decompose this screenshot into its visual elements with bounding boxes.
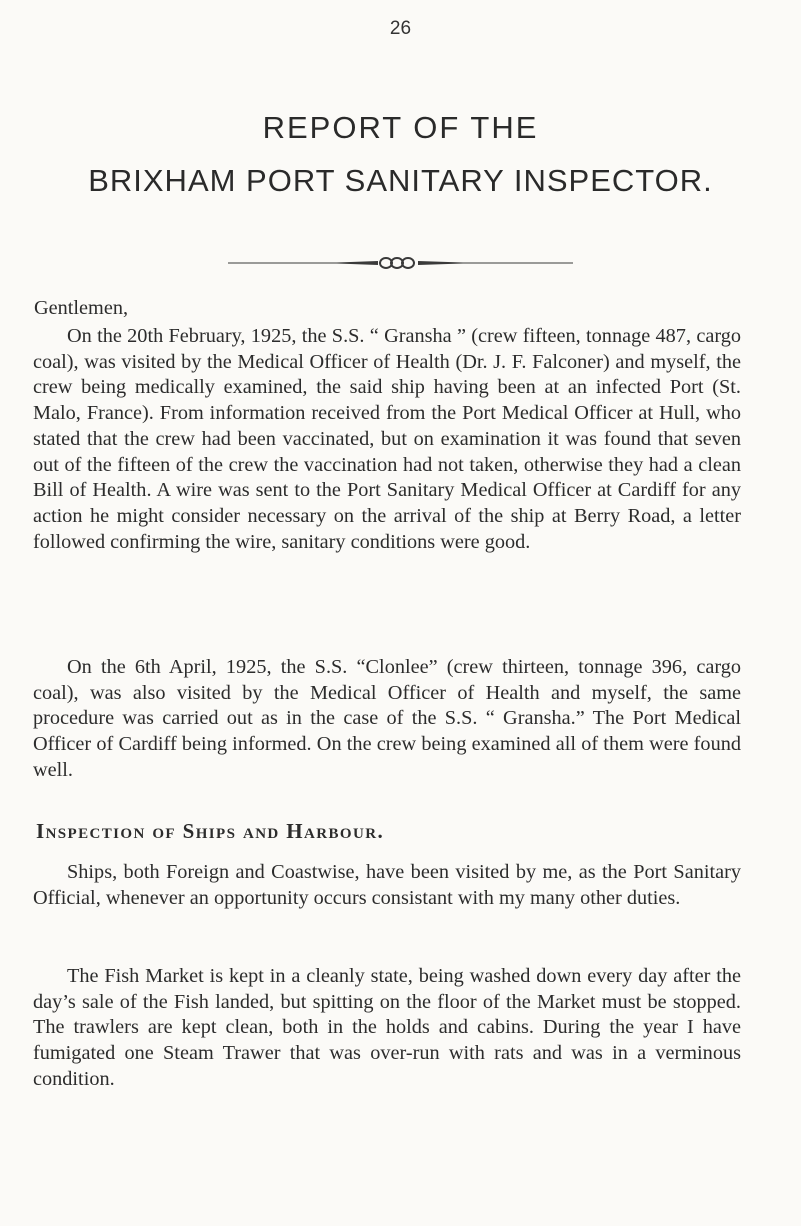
paragraph-fish-market: The Fish Market is kept in a cleanly state, being washed down every day after the day’s sale of the Fish landed, but spitting on the floor of the Market must be stopped. The trawlers are kept clean, both in the holds and cabins. During the year I have fumigated one Steam Trawer that was over-run with rats and was in a verminous condition. <box>33 965 741 1090</box>
horizontal-rule-ornament-icon <box>228 257 573 269</box>
salutation: Gentlemen, <box>34 297 129 319</box>
paragraph-ships: Ships, both Foreign and Coastwise, have been visited by me, as the Port Sanitary Official, whenever an opportunity occurs consistant with my many other duties. <box>33 861 741 909</box>
report-title-line-1: REPORT OF THE <box>262 110 539 145</box>
section-heading: Inspection of Ships and Harbour. <box>36 819 385 843</box>
page-number: 26 <box>389 18 412 39</box>
report-title-line-2: BRIXHAM PORT SANITARY INSPECTOR. <box>88 163 713 198</box>
paragraph-clonlee: On the 6th April, 1925, the S.S. “Clonlee” (crew thirteen, tonnage 396, cargo coal), was also visited by the Medical Officer of Health and myself, the same procedure was carried out as in the case of the S.S. “ Gransha.” The Port Medical Officer of Cardiff being informed. On the crew being examined all of them were found well. <box>33 656 741 781</box>
paragraph-gransha: On the 20th February, 1925, the S.S. “ Gransha ” (crew fifteen, tonnage 487, cargo coal), was visited by the Medical Officer of Health (Dr. J. F. Falconer) and myself, the crew being medically examined, the said ship having been at an infected Port (St. Malo, France). From information received from the Port Medical Officer at Hull, who stated that the crew had been vaccinated, but on examination it was found that seven out of the fifteen of the crew the vaccination had not taken, otherwise they had a clean Bill of Health. A wire was sent to the Port Sanitary Medical Officer at Cardiff for any action he might consider necessary on the arrival of the ship at Berry Road, a letter followed confirming the wire, sanitary conditions were good. <box>33 325 741 553</box>
